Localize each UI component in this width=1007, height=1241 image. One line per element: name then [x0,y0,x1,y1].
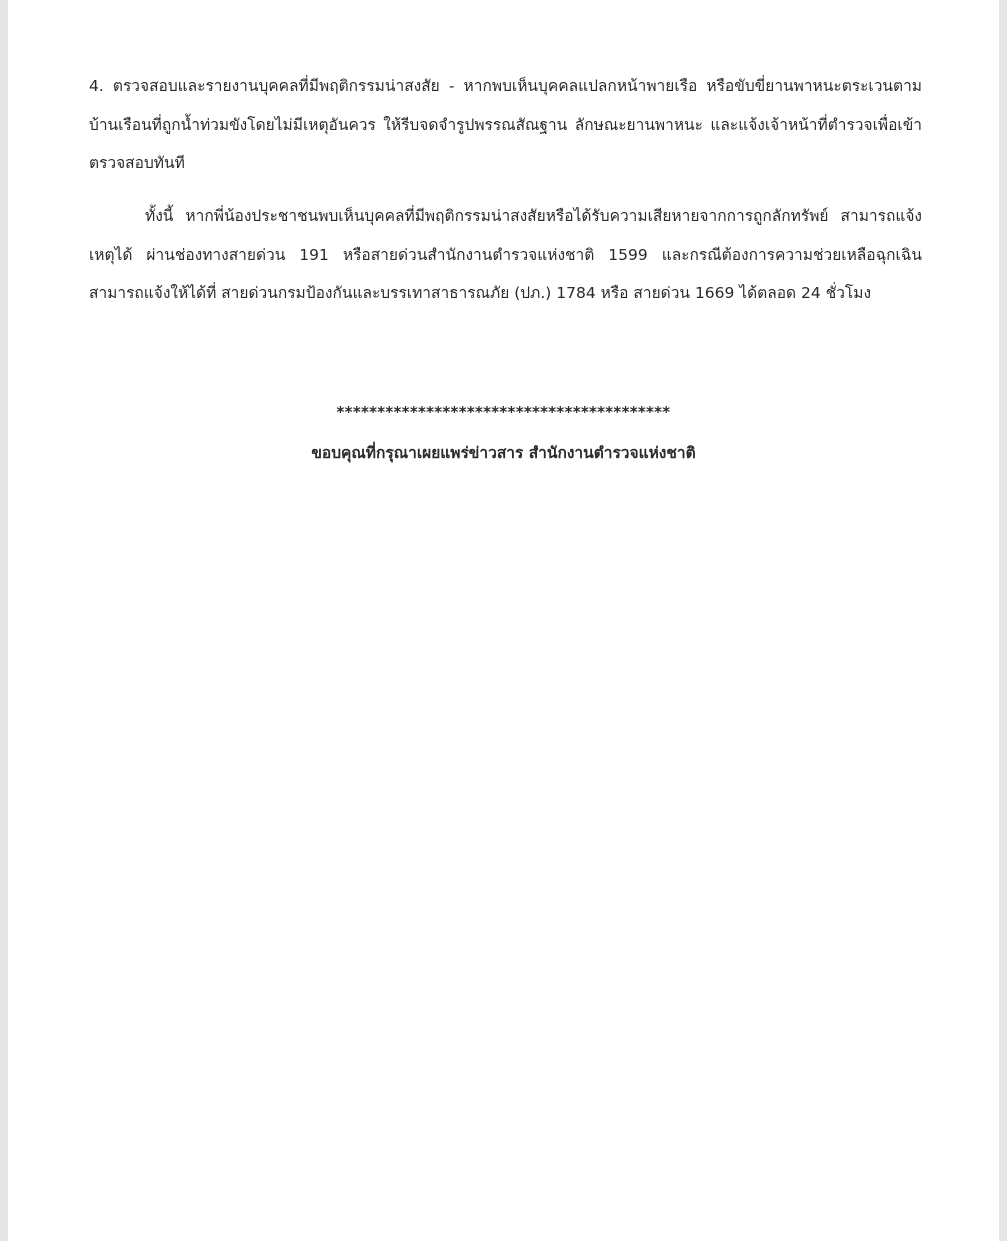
paragraph-suspicious-persons: 4. ตรวจสอบและรายงานบุคคลที่มีพฤติกรรมน่าสงสัย - หากพบเห็นบุคคลแปลกหน้าพายเรือ หรือขับขี่ยานพาหนะตระเวนตามบ้านเรือนที่ถูกน้ำท่วมขังโดยไม่มีเหตุอันควร ให้รีบจดจำรูปพรรณสัณฐาน ลักษณะยานพาหนะ และแจ้งเจ้าหน้าที่ตำรวจเพื่อเข้าตรวจสอบทันที [89,77,922,172]
document-page [8,0,999,1241]
asterisk-divider: ***************************************** [336,403,671,421]
paragraph-hotlines: ทั้งนี้ หากพี่น้องประชาชนพบเห็นบุคคลที่มีพฤติกรรมน่าสงสัยหรือได้รับความเสียหายจากการถูกลักทรัพย์ สามารถแจ้งเหตุได้ ผ่านช่องทางสายด่วน 191 หรือสายด่วนสำนักงานตำรวจแห่งชาติ 1599 และกรณีต้องการความช่วยเหลือฉุกเฉิน สามารถแจ้งให้ได้ที่ สายด่วนกรมป้องกันและบรรเทาสาธารณภัย (ปภ.) 1784 หรือ สายด่วน 1669 ได้ตลอด 24 ชั่วโมง [89,207,922,302]
closing-credit: ขอบคุณที่กรุณาเผยแพร่ข่าวสาร สำนักงานตำรวจแห่งชาติ [311,444,696,462]
